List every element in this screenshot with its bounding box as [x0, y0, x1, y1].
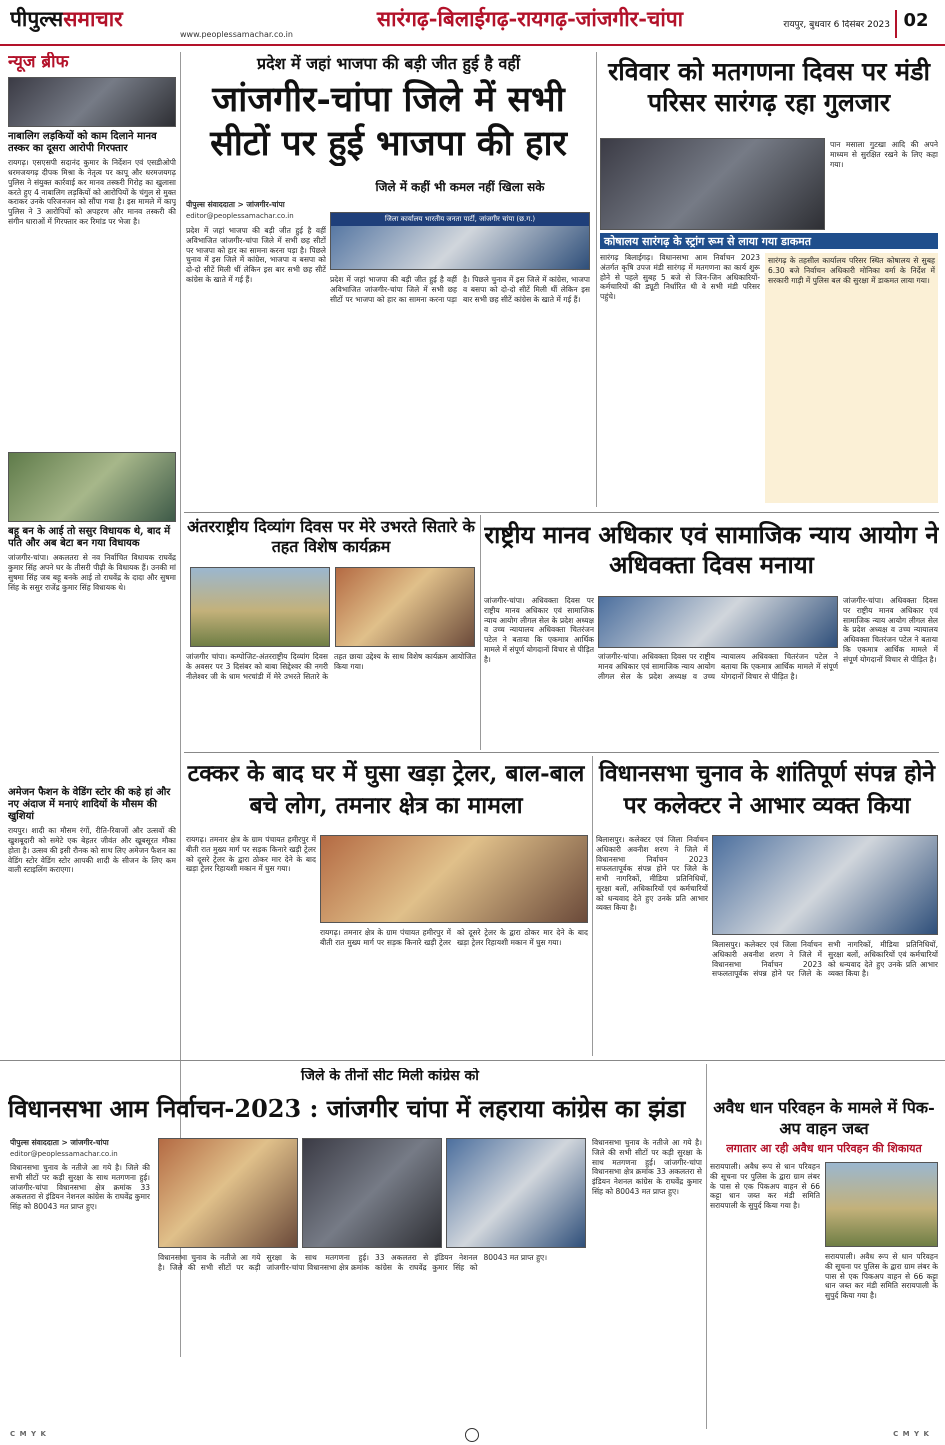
congress-kicker: जिले के तीनों सीट मिली कांग्रेस को [301, 1068, 479, 1084]
congress-body-side: विधानसभा चुनाव के नतीजे आ गये है। जिले की सभी सीटों पर कड़ी सुरक्षा के साथ मतगणना हुई। जांजगीर-चांपा विधानसभा क्षेत्र क्रमांक 33 अकलतरा से इंडियन नेशनल कांग्रेस के राघवेंद्र कुमार सिंह को 80043 मत प्राप्त हुए। [592, 1138, 702, 1196]
main-kicker: प्रदेश में जहां भाजपा की बड़ी जीत हुई है वहीं [257, 54, 520, 73]
mandi-headline: रविवार को मतगणना दिवस पर मंडी परिसर सारंगढ़ रहा गुलजार [608, 57, 930, 118]
dhan-headline: अवैध धान परिवहन के मामले में पिक-अप वाहन जब्त [713, 1098, 935, 1138]
main-email: editor@peoplessamachar.co.in [186, 212, 294, 220]
cmyk-mark-right: C M Y K [893, 1430, 930, 1438]
congress-body-continued: विधानसभा चुनाव के नतीजे आ गये है। जिले की सभी सीटों पर कड़ी सुरक्षा के साथ मतगणना हुई। जांजगीर-चांपा विधानसभा क्षेत्र क्रमांक 33 अकलतरा से इंडियन नेशनल कांग्रेस के राघवेंद्र कुमार सिंह को 80043 मत प्राप्त हुए। [158, 1253, 548, 1272]
main-body: प्रदेश में जहां भाजपा की बड़ी जीत हुई है वहीं अविभाजित जांजगीर-चांपा जिले में सभी छह सीटों पर भाजपा को हार का सामना करना पड़ा है। पिछले चुनाव में इस जिले में कांग्रेस, भाजपा व बसपा को दो-दो सीटें मिली थीं लेकिन इस बार सभी छह सीटें कांग्रेस के खाते में गई हैं। [186, 226, 326, 284]
main-photo-caption: जिला कार्यालय भारतीय जनता पार्टी, जांजगीर चांपा (छ.ग.) [331, 213, 589, 226]
mandi-banner: कोषालय सारंगढ़ के स्ट्रांग रूम से लाया गया डाकमत [600, 233, 938, 249]
mandi-side-body: पान मसाला गुटखा आदि की अपने माध्यम से सुरक्षित रखने के लिए कहा गया। [830, 140, 938, 169]
trailer-photo [320, 835, 588, 923]
congress-byline: पीपुल्स संवाददाता > जांजगीर-चांपा [10, 1138, 109, 1147]
collector-photo [712, 835, 938, 935]
manav-headline: राष्ट्रीय मानव अधिकार एवं सामाजिक न्याय आयोग ने अधिवक्ता दिवस मनाया [484, 520, 939, 579]
brief-heading: न्यूज ब्रीफ [8, 52, 69, 72]
page-number: 02 [895, 10, 935, 38]
column-rule [592, 756, 593, 1056]
brief-story2-body: जांजगीर-चांपा। अकलतरा से नव निर्वाचित विधायक राघवेंद्र कुमार सिंह अपने घर के तीसरी पीढ़ी के विधायक हैं। उनकी मां सुषमा सिंह जब बहू बनके आई तो राघवेंद्र के दादा और सुषमा सिंह के ससुर राजेंद्र कुमार सिंह विधायक थे। [8, 553, 176, 592]
collector-body-continued: बिलासपुर। कलेक्टर एवं जिला निर्वाचन अधिकारी अवनीश शरण ने जिले में विधानसभा निर्वाचन 2023 सफलतापूर्वक संपन्न होने पर जिले के सभी नागरिकों, मीडिया प्रतिनिधियों, सुरक्षा बलों, अधिकारियों एवं कर्मचारियों को धन्यवाद देते हुए उनके प्रति आभार व्यक्त किया है। [712, 940, 938, 979]
byline-place: जांजगीर-चांपा [246, 200, 285, 209]
column-rule [706, 1064, 707, 1429]
column-rule [480, 515, 481, 750]
collector-headline: विधानसभा चुनाव के शांतिपूर्ण संपन्न होने पर कलेक्टर ने आभार व्यक्त किया [598, 760, 936, 820]
brief-photo-1 [8, 77, 176, 127]
congress-headline: विधानसभा आम निर्वाचन-2023 : जांजगीर चांपा में लहराया कांग्रेस का झंडा [8, 1094, 686, 1123]
congress-body: विधानसभा चुनाव के नतीजे आ गये है। जिले की सभी सीटों पर कड़ी सुरक्षा के साथ मतगणना हुई। जांजगीर-चांपा विधानसभा क्षेत्र क्रमांक 33 अकलतरा से इंडियन नेशनल कांग्रेस के राघवेंद्र कुमार सिंह को 80043 मत प्राप्त हुए। [10, 1163, 150, 1211]
congress-photo-2 [302, 1138, 442, 1248]
mandi-body: सारंगढ़ बिलाईगढ़। विधानसभा आम निर्वाचन 2023 अंतर्गत कृषि उपज मंडी सारंगढ़ में मतगणना का कार्य शुरू होने से पहले सुबह 5 बजे से जिन-जिन अधिकारियों-कर्मचारियों की ड्यूटी निर्धारित थी वे सभी मंडी परिसर पहुंचे। [600, 253, 760, 301]
newspaper-logo [10, 6, 180, 40]
brief-story1-headline: नाबालिग लड़कियों को काम दिलाने मानव तस्कर का दूसरा आरोपी गिरफ्तार [8, 131, 157, 155]
logo-part2: समाचार [63, 6, 123, 31]
main-byline: पीपुल्स संवाददाता > जांजगीर-चांपा [186, 200, 285, 209]
brief-story1-body: रायगढ़। एसएसपी सदानंद कुमार के निर्देशन एवं एसडीओपी धरमजयगढ़ दीपक मिश्रा के नेतृत्व पर कापू और धरमजयगढ़ पुलिस ने संयुक्त कार्रवाई कर मानव तस्करी गिरोह का खुलासा करते हुए 4 नाबालिग लड़कियों को आरोपियों के चंगुल से मुक्त कराकर उनके परिजनजन को सौंपा गया है। इस मामले में कापू पुलिस ने 3 आरोपियों को अपहरण और मानव तस्करी की संगीन धाराओं में गिरफ्तार कर रिमांड पर भेजा है। [8, 158, 176, 226]
congress-photo-1 [158, 1138, 298, 1248]
manav-body-continued: जांजगीर-चांपा। अधिवक्ता दिवस पर राष्ट्रीय मानव अधिकार एवं सामाजिक न्याय आयोग लीगल सेल के प्रदेश अध्यक्ष व उच्च न्यायालय अधिवक्ता चितरंजन पटेल ने बताया कि एकमात्र आर्थिक मामले में संपूर्ण योगदानों विचार से पीड़ित है। [598, 652, 838, 681]
congress-photo-3 [446, 1138, 586, 1248]
brief-story2-headline: बहू बन के आई तो ससुर विधायक थे, बाद में पति और अब बेटा बन गया विधायक [8, 526, 171, 550]
trailer-body-continued: रायगढ़। तमनार क्षेत्र के ग्राम पंचायत हमीरपुर में बीती रात मुख्य मार्ग पर सड़क किनारे खड़ी ट्रेलर को दूसरे ट्रेलर के द्वारा ठोकर मार देने के बाद खड़ा ट्रेलर रिहायशी मकान में घुस गया। [320, 928, 588, 947]
byline-org: पीपुल्स संवाददाता [10, 1138, 59, 1147]
row-rule [0, 1060, 945, 1061]
byline-place: जांजगीर-चांपा [70, 1138, 109, 1147]
dateline: रायपुर, बुधवार 6 दिसंबर 2023 [783, 20, 890, 30]
main-subhead: जिले में कहीं भी कमल नहीं खिला सके [375, 180, 545, 194]
manav-body-side: जांजगीर-चांपा। अधिवक्ता दिवस पर राष्ट्रीय मानव अधिकार एवं सामाजिक न्याय आयोग लीगल सेल के प्रदेश अध्यक्ष व उच्च न्यायालय अधिवक्ता चितरंजन पटेल ने बताया कि एकमात्र आर्थिक मामले में संपूर्ण योगदानों विचार से पीड़ित है। [843, 596, 938, 664]
row-rule [184, 752, 939, 753]
main-body-continued: प्रदेश में जहां भाजपा की बड़ी जीत हुई है वहीं अविभाजित जांजगीर-चांपा जिले में सभी छह सीटों पर भाजपा को हार का सामना करना पड़ा है। पिछले चुनाव में इस जिले में कांग्रेस, भाजपा व बसपा को दो-दो सीटें मिली थीं लेकिन इस बार सभी छह सीटें कांग्रेस के खाते में गई हैं। [330, 275, 590, 304]
dhan-subhead: लगातार आ रही अवैध धान परिवहन की शिकायत [726, 1142, 922, 1155]
manav-photo [598, 596, 838, 648]
manav-body: जांजगीर-चांपा। अधिवक्ता दिवस पर राष्ट्रीय मानव अधिकार एवं सामाजिक न्याय आयोग लीगल सेल के प्रदेश अध्यक्ष व उच्च न्यायालय अधिवक्ता चितरंजन पटेल ने बताया कि एकमात्र आर्थिक मामले में संपूर्ण योगदानों विचार से पीड़ित है। [484, 596, 594, 664]
section-title: सारंगढ़-बिलाईगढ़-रायगढ़-जांजगीर-चांपा [376, 6, 684, 31]
site-url: www.peoplessamachar.co.in [180, 30, 293, 39]
row-rule [184, 512, 939, 513]
brief-story3-headline: अमेजन फैशन के वेडिंग स्टोर की कहे हां और नए अंदाज में मनाएं शादियों के मौसम की खुशियां [8, 787, 171, 823]
divyang-headline: अंतरराष्ट्रीय दिव्यांग दिवस पर मेरे उभरते सितारे के तहत विशेष कार्यक्रम [187, 517, 475, 556]
main-photo [330, 212, 590, 270]
trailer-headline: टक्कर के बाद घर में घुसा खड़ा ट्रेलर, बाल-बाल बचे लोग, तमनार क्षेत्र का मामला [187, 760, 585, 820]
byline-org: पीपुल्स संवाददाता [186, 200, 235, 209]
mandi-banner-body: सारंगढ़ के तहसील कार्यालय परिसर स्थित कोषालय से सुबह 6.30 बजे निर्वाचन अधिकारी मोनिका वर्मा के निर्देश में सरकारी गाड़ी में पुलिस बल की सुरक्षा में डाकमत लाया गया। [765, 253, 938, 503]
divyang-body: जांजगीर चांपा। कम्पोजिट-अंतरराष्ट्रीय दिव्यांग दिवस के अवसर पर 3 दिसंबर को बाबा सिद्देश्वर की नगरी नीलेश्वर जी के धाम भरचांडी में मेरे उभरते सितारे के तहत छाया उद्देश्य के साथ विशेष कार्यक्रम आयोजित किया गया। [186, 652, 476, 681]
cmyk-mark-left: C M Y K [10, 1430, 47, 1438]
dhan-body-continued: सरायपाली। अवैध रूप से धान परिवहन की सूचना पर पुलिस के द्वारा ग्राम लंबर के पास से एक पिकअप वाहन से 66 कट्टा धान जब्त कर मंडी समिति सरायपाली के सुपुर्द किया गया है। [825, 1252, 938, 1300]
dhan-photo [825, 1162, 938, 1247]
dhan-body: सरायपाली। अवैध रूप से धान परिवहन की सूचना पर पुलिस के द्वारा ग्राम लंबर के पास से एक पिकअप वाहन से 66 कट्टा धान जब्त कर मंडी समिति सरायपाली के सुपुर्द किया गया है। [710, 1162, 820, 1210]
divyang-photo-1 [190, 567, 330, 647]
trailer-body: रायगढ़। तमनार क्षेत्र के ग्राम पंचायत हमीरपुर में बीती रात मुख्य मार्ग पर सड़क किनारे खड़ी ट्रेलर को दूसरे ट्रेलर के द्वारा ठोकर मार देने के बाद खड़ा ट्रेलर रिहायशी मकान में घुस गया। [186, 835, 316, 874]
column-rule [596, 52, 597, 507]
collector-body: बिलासपुर। कलेक्टर एवं जिला निर्वाचन अधिकारी अवनीश शरण ने जिले में विधानसभा निर्वाचन 2023 सफलतापूर्वक संपन्न होने पर जिले के सभी नागरिकों, मीडिया प्रतिनिधियों, सुरक्षा बलों, अधिकारियों एवं कर्मचारियों को धन्यवाद देते हुए उनके प्रति आभार व्यक्त किया है। [596, 835, 708, 913]
logo-part1: पीपुल्स [10, 6, 64, 31]
divyang-photo-2 [335, 567, 475, 647]
main-headline: जांजगीर-चांपा जिले में सभी सीटों पर हुई भाजपा की हार [210, 79, 567, 164]
mandi-photo [600, 138, 825, 230]
brief-story3-body: रायपुर। शादी का मौसम रंगों, रीति-रिवाजों और उत्सवों की खुशबूदारी को समेटे एक बेहतर जीवंत और खूबसूरत मौका होता है। उत्सव की इसी रौनक को साथ लिए अमेजन फैशन का वेडिंग स्टोर वेडिंग स्टोर आपकी शादी के सीजन के लिए कम वाली स्टाइलिंग कराएगा। [8, 826, 176, 875]
brief-photo-2 [8, 452, 176, 522]
congress-email: editor@peoplessamachar.co.in [10, 1150, 118, 1158]
registration-mark [465, 1428, 479, 1442]
